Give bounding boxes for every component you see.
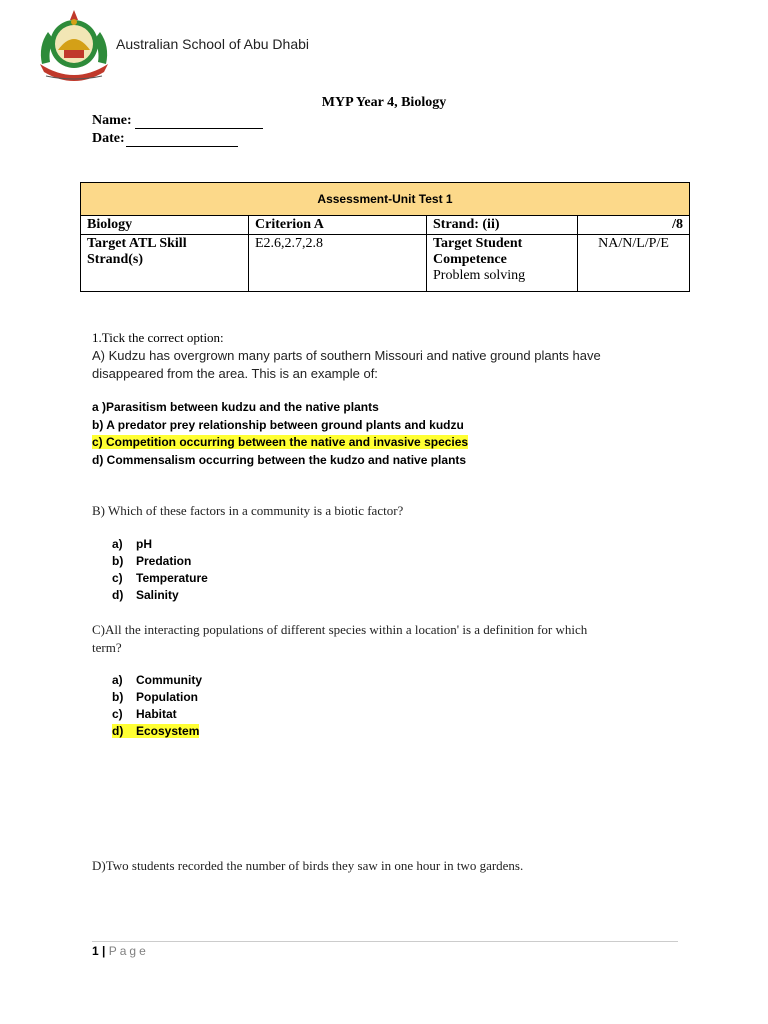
- option-a-a[interactable]: a )Parasitism between kudzu and the native plants: [92, 400, 379, 414]
- name-underline[interactable]: [135, 115, 263, 129]
- footer-separator: |: [102, 944, 106, 958]
- question-c-line1: C)All the interacting populations of different species within a location' is a definition for which: [92, 622, 588, 637]
- date-field[interactable]: [92, 131, 238, 147]
- option-b-d[interactable]: d) Salinity: [112, 588, 179, 602]
- page-word: Page: [108, 944, 149, 958]
- question-c-line2: term?: [92, 640, 122, 655]
- score-cell: /8: [578, 216, 690, 235]
- question-intro: 1.Tick the correct option:: [92, 330, 224, 345]
- option-b-c[interactable]: c) Temperature: [112, 571, 208, 585]
- option-a-b[interactable]: b) A predator prey relationship between ground plants and kudzu: [92, 417, 464, 432]
- question-b-options: [112, 536, 208, 604]
- school-name: Australian School of Abu Dhabi: [116, 36, 310, 52]
- competence-value: Problem solving: [433, 268, 526, 283]
- option-a-c[interactable]: c) Competition occurring between the native and invasive species: [92, 435, 469, 449]
- name-label: Name:: [92, 113, 132, 128]
- question-a-text: [92, 347, 692, 383]
- question-a-options: [92, 399, 468, 469]
- school-logo: [34, 6, 114, 84]
- option-c-d[interactable]: d) Ecosystem: [112, 724, 200, 738]
- option-b-b[interactable]: b) Predation: [112, 554, 192, 568]
- question-c-text: [92, 621, 692, 657]
- option-c-c[interactable]: c) Habitat: [112, 707, 177, 721]
- question-a-line2: disappeared from the area. This is an example of:: [92, 366, 378, 381]
- question-a-line1: A) Kudzu has overgrown many parts of southern Missouri and native ground plants have: [92, 348, 601, 363]
- subject-cell: Biology: [81, 216, 249, 235]
- levels-cell: NA/N/L/P/E: [578, 235, 690, 292]
- atl-value-cell: E2.6,2.7,2.8: [249, 235, 427, 292]
- option-c-a[interactable]: a) Community: [112, 673, 202, 687]
- assessment-table: [80, 182, 690, 292]
- date-label: Date:: [92, 131, 125, 146]
- page-footer: [92, 944, 149, 958]
- footer-divider: [92, 941, 678, 942]
- atl-label-cell: [81, 235, 249, 292]
- option-a-d[interactable]: d) Commensalism occurring between the kudzo and native plants: [92, 452, 467, 467]
- question-b-text: B) Which of these factors in a community is a biotic factor?: [92, 503, 404, 518]
- page-number: 1: [92, 944, 99, 958]
- option-b-a[interactable]: a) pH: [112, 537, 152, 551]
- name-field[interactable]: [92, 113, 263, 129]
- option-c-b[interactable]: b) Population: [112, 690, 198, 704]
- page-title: MYP Year 4, Biology: [321, 95, 447, 110]
- question-c-options: [112, 672, 202, 740]
- atl-label-line1: Target ATL Skill: [87, 236, 187, 251]
- atl-label-line2: Strand(s): [87, 252, 144, 267]
- competence-label-line1: Target Student: [433, 236, 523, 251]
- competence-label-line2: Competence: [433, 252, 507, 267]
- date-underline[interactable]: [126, 133, 238, 147]
- criterion-cell: Criterion A: [249, 216, 427, 235]
- assessment-heading: Assessment-Unit Test 1: [81, 183, 690, 216]
- strand-cell: Strand: (ii): [427, 216, 578, 235]
- question-d-text: D)Two students recorded the number of birds they saw in one hour in two gardens.: [92, 858, 524, 873]
- competence-cell: [427, 235, 578, 292]
